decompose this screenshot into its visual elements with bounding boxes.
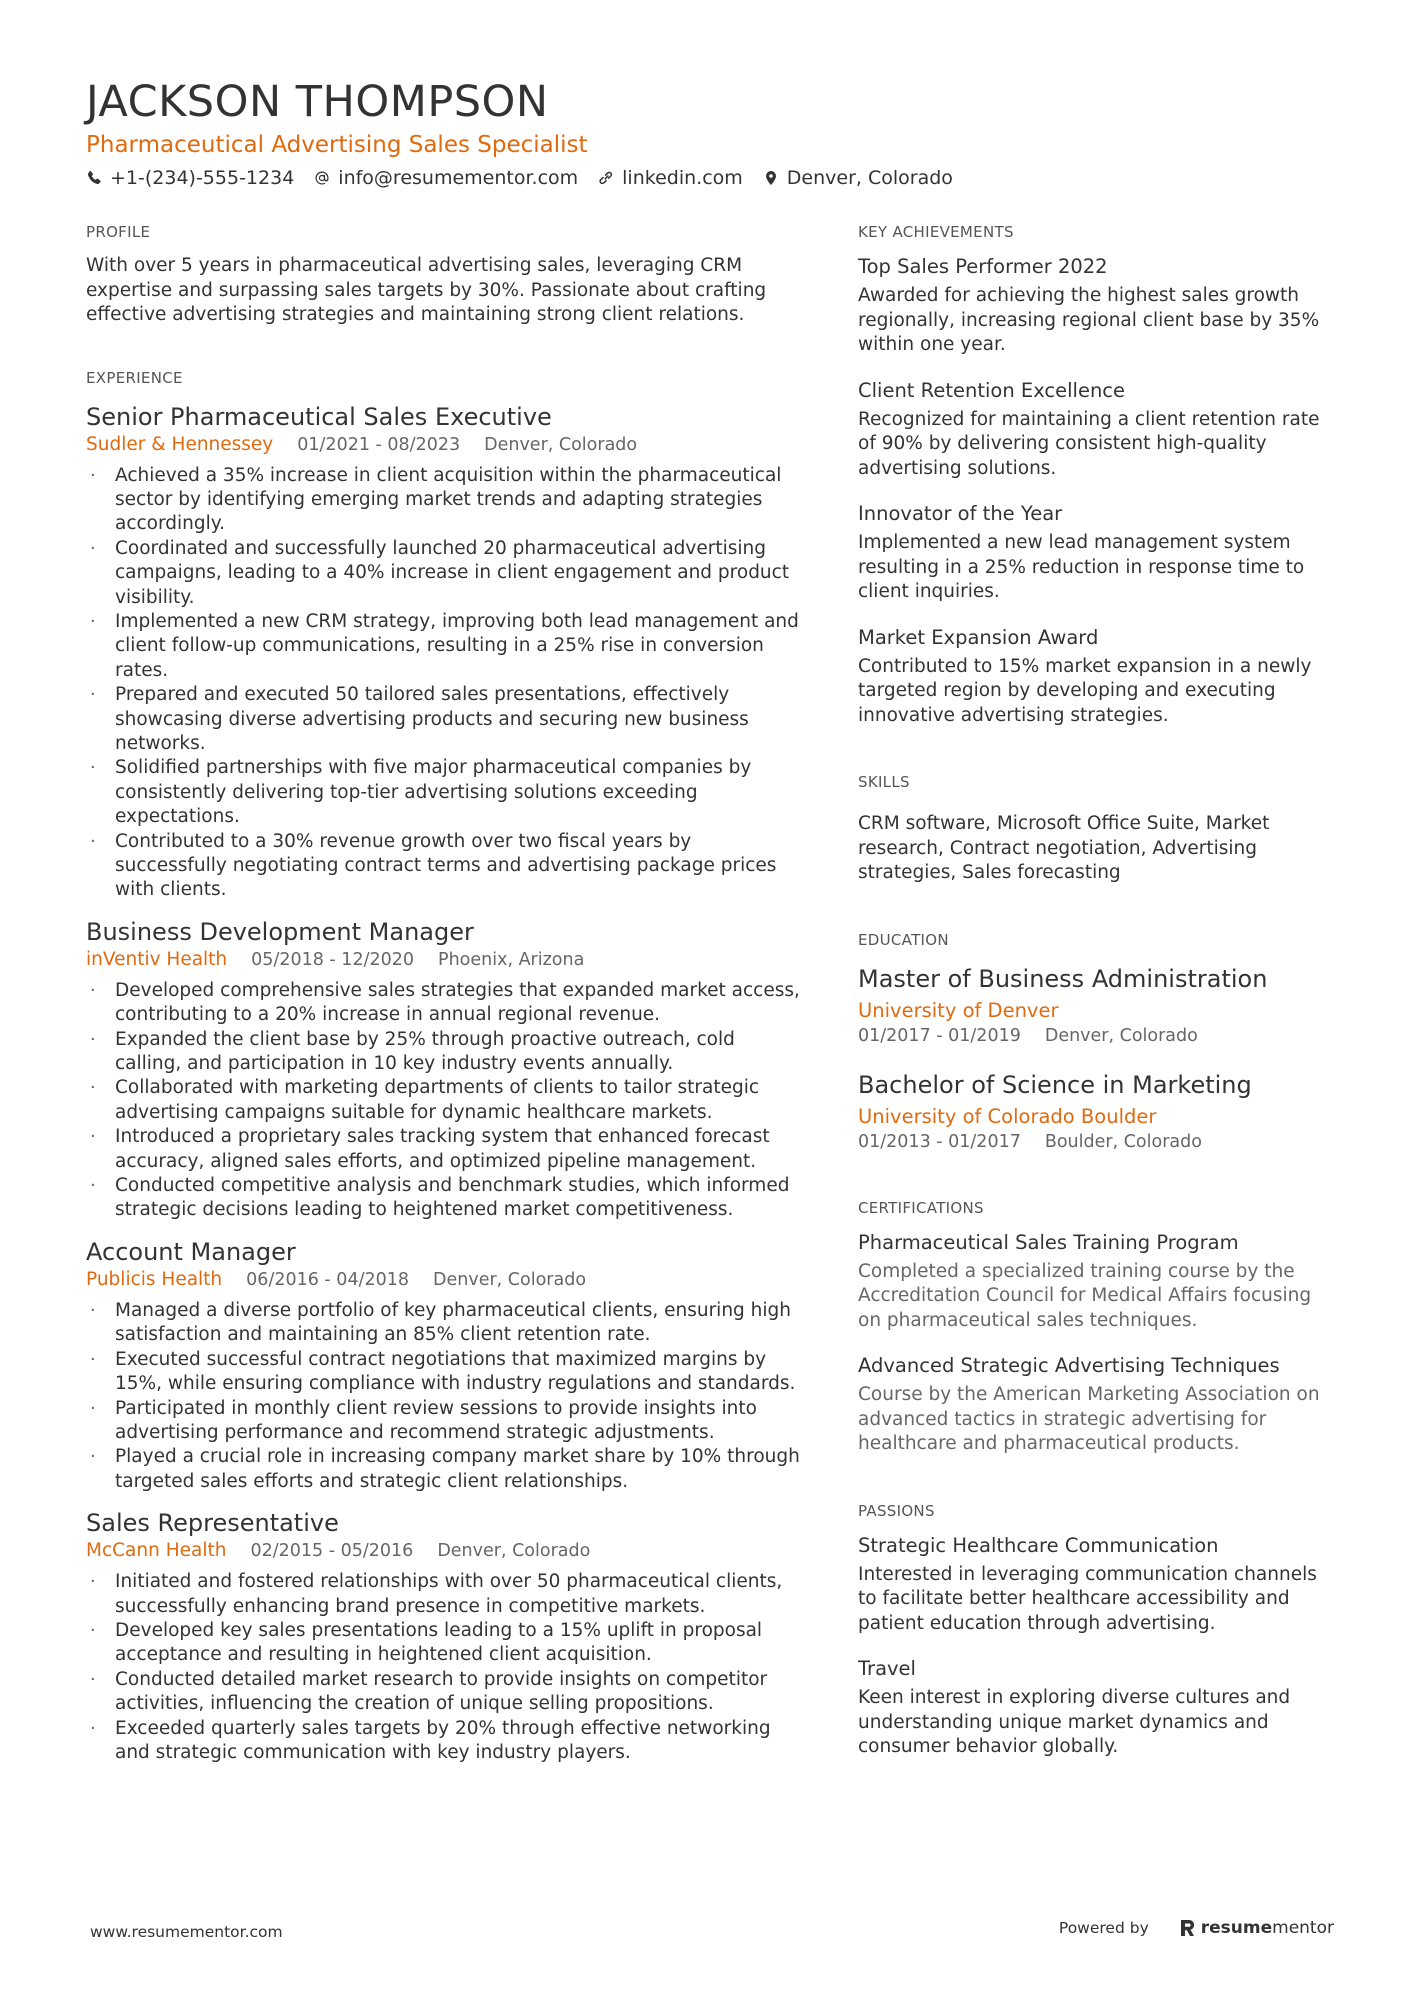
achievement-desc: Awarded for achieving the highest sales growth regionally, increasing regional client base by 35% within one year.: [858, 285, 1320, 355]
left-column: [86, 222, 802, 1765]
education-meta: [858, 1024, 1328, 1048]
certifications-section: [858, 1198, 1328, 1457]
job-entry: [86, 917, 802, 1223]
job-location: Phoenix, Arizona: [438, 949, 585, 970]
achievement-item: [858, 501, 1328, 605]
job-bullet: · Collaborated with marketing departments of clients to tailor strategic advertising campaigns suitable for dynamic healthcare markets.: [86, 1076, 802, 1125]
email-text: info@resumementor.com: [338, 167, 579, 189]
job-bullet: · Prepared and executed 50 tailored sales presentations, effectively showcasing diverse advertising products and securing new business networks.: [86, 683, 802, 756]
education-location: Denver, Colorado: [1044, 1025, 1198, 1046]
achievement-desc: Recognized for maintaining a client retention rate of 90% by delivering consistent high-quality advertising solutions.: [858, 408, 1320, 479]
achievements-section: [858, 222, 1328, 728]
achievement-item: [858, 254, 1328, 358]
passion-item: [858, 1656, 1328, 1760]
education-dates: 01/2017 - 01/2019: [858, 1025, 1021, 1046]
brand-name-light: mentor: [1272, 1918, 1334, 1938]
profile-section: [86, 222, 802, 328]
skills-section: [858, 772, 1328, 886]
education-heading: EDUCATION: [858, 930, 949, 949]
education-degree: Master of Business Administration: [858, 964, 1268, 993]
job-meta: [86, 432, 802, 458]
certification-item: [858, 1353, 1328, 1457]
certification-title: Advanced Strategic Advertising Techniques: [858, 1354, 1280, 1377]
contact-email[interactable]: [314, 164, 578, 192]
job-bullet: · Solidified partnerships with five major pharmaceutical companies by consistently delivering top-tier advertising solutions exceeding expectations.: [86, 756, 802, 829]
job-company: Publicis Health: [86, 1268, 223, 1290]
resume-header: [86, 76, 1326, 192]
job-title: Account Manager: [86, 1237, 296, 1266]
job-entry: [86, 402, 802, 903]
job-bullet: · Implemented a new CRM strategy, improving both lead management and client follow-up communications, resulting in a 25% rise in conversion rates.: [86, 610, 802, 683]
job-bullet: · Exceeded quarterly sales targets by 20% through effective networking and strategic communication with key industry players.: [86, 1717, 802, 1766]
resumementor-logo-icon: [1179, 1919, 1195, 1937]
job-bullet: · Initiated and fostered relationships with over 50 pharmaceutical clients, successfully enhancing brand presence in competitive markets.: [86, 1570, 802, 1619]
job-bullet: · Coordinated and successfully launched 20 pharmaceutical advertising campaigns, leading to a 40% increase in client engagement and product visibility.: [86, 537, 802, 610]
passions-heading: PASSIONS: [858, 1501, 935, 1520]
phone-icon: [86, 170, 102, 186]
job-dates: 01/2021 - 08/2023: [297, 434, 461, 455]
job-location: Denver, Colorado: [433, 1269, 587, 1290]
passion-title: Strategic Healthcare Communication: [858, 1533, 1219, 1557]
certifications-heading: CERTIFICATIONS: [858, 1198, 984, 1217]
education-location: Boulder, Colorado: [1044, 1131, 1202, 1152]
certification-item: [858, 1230, 1328, 1334]
certification-desc: Course by the American Marketing Association on advanced tactics in strategic advertising for healthcare and pharmaceutical products.: [858, 1384, 1320, 1454]
job-company: McCann Health: [86, 1540, 227, 1562]
job-company: Sudler & Hennessey: [86, 433, 274, 455]
map-pin-icon: [763, 170, 779, 186]
passion-desc: Interested in leveraging communication channels to facilitate better healthcare accessibility and patient education through advertising.: [858, 1563, 1317, 1634]
contact-location: [763, 164, 953, 192]
job-title: Sales Representative: [86, 1509, 339, 1538]
job-bullets: [86, 1570, 802, 1765]
candidate-headline: Pharmaceutical Advertising Sales Specialist: [86, 132, 588, 158]
education-section: [858, 930, 1328, 1154]
link-icon: [598, 170, 614, 186]
education-meta: [858, 1130, 1328, 1154]
job-bullet: · Conducted detailed market research to provide insights on competitor activities, influencing the creation of unique selling propositions.: [86, 1668, 802, 1717]
location-text: Denver, Colorado: [786, 167, 953, 189]
education-degree: Bachelor of Science in Marketing: [858, 1070, 1252, 1099]
job-location: Denver, Colorado: [437, 1541, 591, 1562]
achievement-title: Innovator of the Year: [858, 502, 1063, 525]
job-bullets: [86, 1299, 802, 1494]
job-bullet: · Achieved a 35% increase in client acquisition within the pharmaceutical sector by identifying emerging market trends and adapting strategies accordingly.: [86, 464, 802, 537]
job-bullet: · Introduced a proprietary sales tracking system that enhanced forecast accuracy, aligned sales efforts, and optimized pipeline management.: [86, 1125, 802, 1174]
achievement-item: [858, 625, 1328, 729]
passion-title: Travel: [858, 1657, 916, 1680]
certification-desc: Completed a specialized training course by the Accreditation Council for Medical Affairs focusing on pharmaceutical sales techniques.: [858, 1260, 1312, 1331]
experience-heading: EXPERIENCE: [86, 368, 183, 387]
profile-heading: PROFILE: [86, 223, 151, 241]
at-sign-icon: [314, 170, 330, 186]
footer-website[interactable]: www.resumementor.com: [90, 1923, 283, 1941]
achievement-title: Market Expansion Award: [858, 625, 1099, 649]
experience-section: [86, 368, 802, 1766]
job-title: Senior Pharmaceutical Sales Executive: [86, 402, 552, 431]
job-bullet: · Conducted competitive analysis and benchmark studies, which informed strategic decisions leading to heightened market competitiveness.: [86, 1174, 802, 1223]
education-item: [858, 1070, 1328, 1154]
job-company: inVentiv Health: [86, 948, 228, 970]
brand-logo[interactable]: [1179, 1918, 1334, 1938]
job-bullets: [86, 979, 802, 1223]
skills-heading: SKILLS: [858, 773, 910, 791]
job-bullets: [86, 464, 802, 903]
job-bullet: · Executed successful contract negotiations that maximized margins by 15%, while ensuring compliance with industry regulations and standards.: [86, 1348, 802, 1397]
job-entry: [86, 1508, 802, 1765]
job-bullet: · Participated in monthly client review sessions to provide insights into advertising performance and recommend strategic adjustments.: [86, 1397, 802, 1446]
education-item: [858, 964, 1328, 1048]
achievement-desc: Contributed to 15% market expansion in a newly targeted region by developing and executing innovative advertising strategies.: [858, 655, 1312, 726]
linkedin-text: linkedin.com: [622, 167, 743, 189]
job-bullet: · Developed key sales presentations leading to a 15% uplift in proposal acceptance and resulting in heightened client acquisition.: [86, 1619, 802, 1668]
contact-linkedin[interactable]: [598, 164, 743, 192]
job-bullet: · Developed comprehensive sales strategies that expanded market access, contributing to a 20% increase in annual regional revenue.: [86, 979, 802, 1028]
contact-phone[interactable]: [86, 164, 294, 192]
job-title: Business Development Manager: [86, 917, 474, 946]
job-bullet: · Played a crucial role in increasing company market share by 10% through targeted sales efforts and strategic client relationships.: [86, 1445, 802, 1494]
passions-section: [858, 1501, 1328, 1760]
achievements-heading: KEY ACHIEVEMENTS: [858, 223, 1014, 241]
education-school: University of Colorado Boulder: [858, 1104, 1157, 1128]
job-meta: [86, 1538, 802, 1564]
achievement-item: [858, 378, 1328, 482]
contact-bar: [86, 164, 1326, 192]
education-dates: 01/2013 - 01/2017: [858, 1131, 1021, 1152]
job-dates: 05/2018 - 12/2020: [251, 949, 415, 970]
achievement-desc: Implemented a new lead management system resulting in a 25% reduction in response time to client inquiries.: [858, 532, 1305, 602]
education-school: University of Denver: [858, 998, 1059, 1022]
job-meta: [86, 947, 802, 973]
skills-list: CRM software, Microsoft Office Suite, Market research, Contract negotiation, Advertising strategies, Sales forecasting: [858, 813, 1270, 883]
job-entry: [86, 1237, 802, 1494]
brand-name-bold: resume: [1200, 1918, 1273, 1938]
powered-by-label: Powered by: [1058, 1919, 1149, 1937]
certification-title: Pharmaceutical Sales Training Program: [858, 1230, 1239, 1254]
footer-branding: [1059, 1918, 1334, 1938]
achievement-title: Client Retention Excellence: [858, 378, 1126, 402]
candidate-name: JACKSON THOMPSON: [86, 77, 549, 127]
job-meta: [86, 1267, 802, 1293]
passion-item: [858, 1533, 1328, 1637]
profile-summary: With over 5 years in pharmaceutical advertising sales, leveraging CRM expertise and surpassing sales targets by 30%. Passionate about crafting effective advertising strategies and maintaining strong client relations.: [86, 255, 767, 325]
job-bullet: · Managed a diverse portfolio of key pharmaceutical clients, ensuring high satisfaction and maintaining an 85% client retention rate.: [86, 1299, 802, 1348]
phone-text: +1-(234)-555-1234: [110, 167, 295, 189]
passion-desc: Keen interest in exploring diverse cultures and understanding unique market dynamics and consumer behavior globally.: [858, 1687, 1291, 1757]
right-column: [858, 222, 1328, 1760]
achievement-title: Top Sales Performer 2022: [858, 255, 1108, 278]
job-dates: 06/2016 - 04/2018: [246, 1269, 410, 1290]
job-location: Denver, Colorado: [484, 434, 638, 455]
job-bullet: · Expanded the client base by 25% through proactive outreach, cold calling, and participation in 10 key industry events annually.: [86, 1028, 802, 1077]
job-bullet: · Contributed to a 30% revenue growth over two fiscal years by successfully negotiating contract terms and advertising package prices with clients.: [86, 830, 802, 903]
job-dates: 02/2015 - 05/2016: [250, 1541, 414, 1562]
